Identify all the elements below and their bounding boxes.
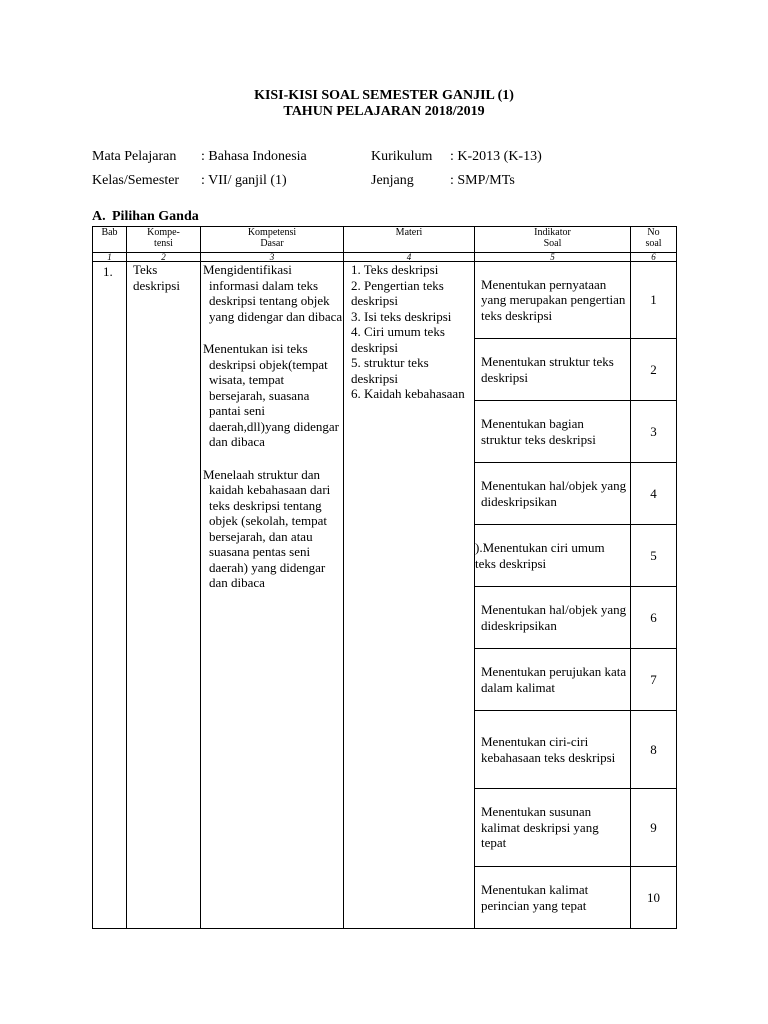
header-kompetensi <box>127 227 201 253</box>
mapel-value: : Bahasa Indonesia <box>201 149 307 164</box>
indikator-cell: Menentukan hal/objek yang dideskripsikan <box>475 587 631 649</box>
no-soal-cell: 3 <box>631 401 677 463</box>
no-soal-cell: 4 <box>631 463 677 525</box>
kd-item-head: Menentukan isi teks <box>203 341 308 356</box>
header-indikator-line1: Indikator <box>534 227 571 238</box>
no-soal-cell: 1 <box>631 262 677 339</box>
no-soal-cell: 10 <box>631 867 677 929</box>
document-title: KISI-KISI SOAL SEMESTER GANJIL (1) <box>254 88 514 103</box>
indikator-cell: Menentukan bagian struktur teks deskripsi <box>475 401 631 463</box>
col-number: 5 <box>475 253 631 262</box>
header-kompetensi-dasar <box>201 227 344 253</box>
header-materi: Materi <box>344 227 475 253</box>
kd-item-head: Mengidentifikasi <box>203 262 292 277</box>
kd-item <box>203 262 343 324</box>
indikator-cell: Menentukan pernyataan yang merupakan pengertian teks deskripsi <box>475 262 631 339</box>
header-kompetensi-line2: tensi <box>154 238 173 249</box>
no-soal-cell: 2 <box>631 339 677 401</box>
col-number: 3 <box>201 253 344 262</box>
header-indikator <box>475 227 631 253</box>
materi-cell <box>344 262 475 929</box>
kelas-value: : VII/ ganjil (1) <box>201 173 287 188</box>
materi-item: 6. Kaidah kebahasaan <box>351 386 465 401</box>
indikator-cell: ).Menentukan ciri umum teks deskripsi <box>475 525 631 587</box>
kurikulum-label: Kurikulum <box>371 149 433 164</box>
col-number: 4 <box>344 253 475 262</box>
kurikulum-value: : K-2013 (K-13) <box>450 149 542 164</box>
kd-item <box>203 341 343 450</box>
section-heading <box>92 209 199 225</box>
indikator-cell: Menentukan kalimat perincian yang tepat <box>475 867 631 929</box>
kd-item <box>203 467 343 591</box>
col-number: 2 <box>127 253 201 262</box>
kd-item-rest: deskripsi objek(tempat wisata, tempat bersejarah, suasana pantai seni daerah,dll)yang didengar dan dibaca <box>209 356 339 449</box>
kd-item-rest: informasi dalam teks deskripsi tentang objek yang didengar dan dibaca <box>209 277 343 324</box>
header-kd-line1: Kompetensi <box>247 227 297 238</box>
kompetensi-line2: deskripsi <box>133 277 180 293</box>
header-bab: Bab <box>93 227 127 253</box>
no-soal-cell: 8 <box>631 711 677 789</box>
kd-item-rest: kaidah kebahasaan dari teks deskripsi tentang objek (sekolah, tempat bersejarah, dan atau suasana pentas seni daerah) yang didengar dan dibaca <box>209 482 331 590</box>
kompetensi-line1: Teks <box>133 262 158 277</box>
jenjang-value: : SMP/MTs <box>450 173 515 188</box>
col-number: 1 <box>93 253 127 262</box>
header-indikator-line2: Soal <box>543 238 562 249</box>
materi-item: 4. Ciri umum teks deskripsi <box>351 324 445 355</box>
indikator-cell: Menentukan susunan kalimat deskripsi yang tepat <box>475 789 631 867</box>
header-row <box>93 227 677 253</box>
bab-cell: 1. <box>93 262 127 929</box>
header-kd-line2: Dasar <box>260 238 284 249</box>
column-number-row <box>93 253 677 262</box>
mapel-label: Mata Pelajaran <box>92 149 177 164</box>
materi-item: 1. Teks deskripsi <box>351 262 439 277</box>
indikator-cell: Menentukan ciri-ciri kebahasaan teks deskripsi <box>475 711 631 789</box>
section-label: Pilihan Ganda <box>112 209 199 224</box>
no-soal-cell: 7 <box>631 649 677 711</box>
table-row <box>93 262 677 339</box>
header-no-soal <box>631 227 677 253</box>
indikator-cell: Menentukan struktur teks deskripsi <box>475 339 631 401</box>
jenjang-label: Jenjang <box>371 173 414 188</box>
kd-item-head: Menelaah struktur dan <box>203 466 320 482</box>
no-soal-cell: 6 <box>631 587 677 649</box>
indikator-cell: Menentukan hal/objek yang dideskripsikan <box>475 463 631 525</box>
section-letter: A. <box>92 209 106 224</box>
header-no-line2: soal <box>645 238 662 249</box>
header-kompetensi-line1: Kompe- <box>147 227 180 238</box>
kompetensi-cell <box>127 262 201 929</box>
materi-item: 2. Pengertian teks deskripsi <box>351 277 444 308</box>
indikator-cell: Menentukan perujukan kata dalam kalimat <box>475 649 631 711</box>
no-soal-cell: 9 <box>631 789 677 867</box>
materi-item: 3. Isi teks deskripsi <box>351 308 452 324</box>
header-no-line1: No <box>647 227 660 238</box>
no-soal-cell: 5 <box>631 525 677 587</box>
col-number: 6 <box>631 253 677 262</box>
document-subtitle: TAHUN PELAJARAN 2018/2019 <box>283 104 485 119</box>
materi-item: 5. struktur teks deskripsi <box>351 355 429 386</box>
kompetensi-dasar-cell <box>201 262 344 929</box>
kisi-kisi-table <box>92 226 677 929</box>
kelas-label: Kelas/Semester <box>92 173 180 188</box>
